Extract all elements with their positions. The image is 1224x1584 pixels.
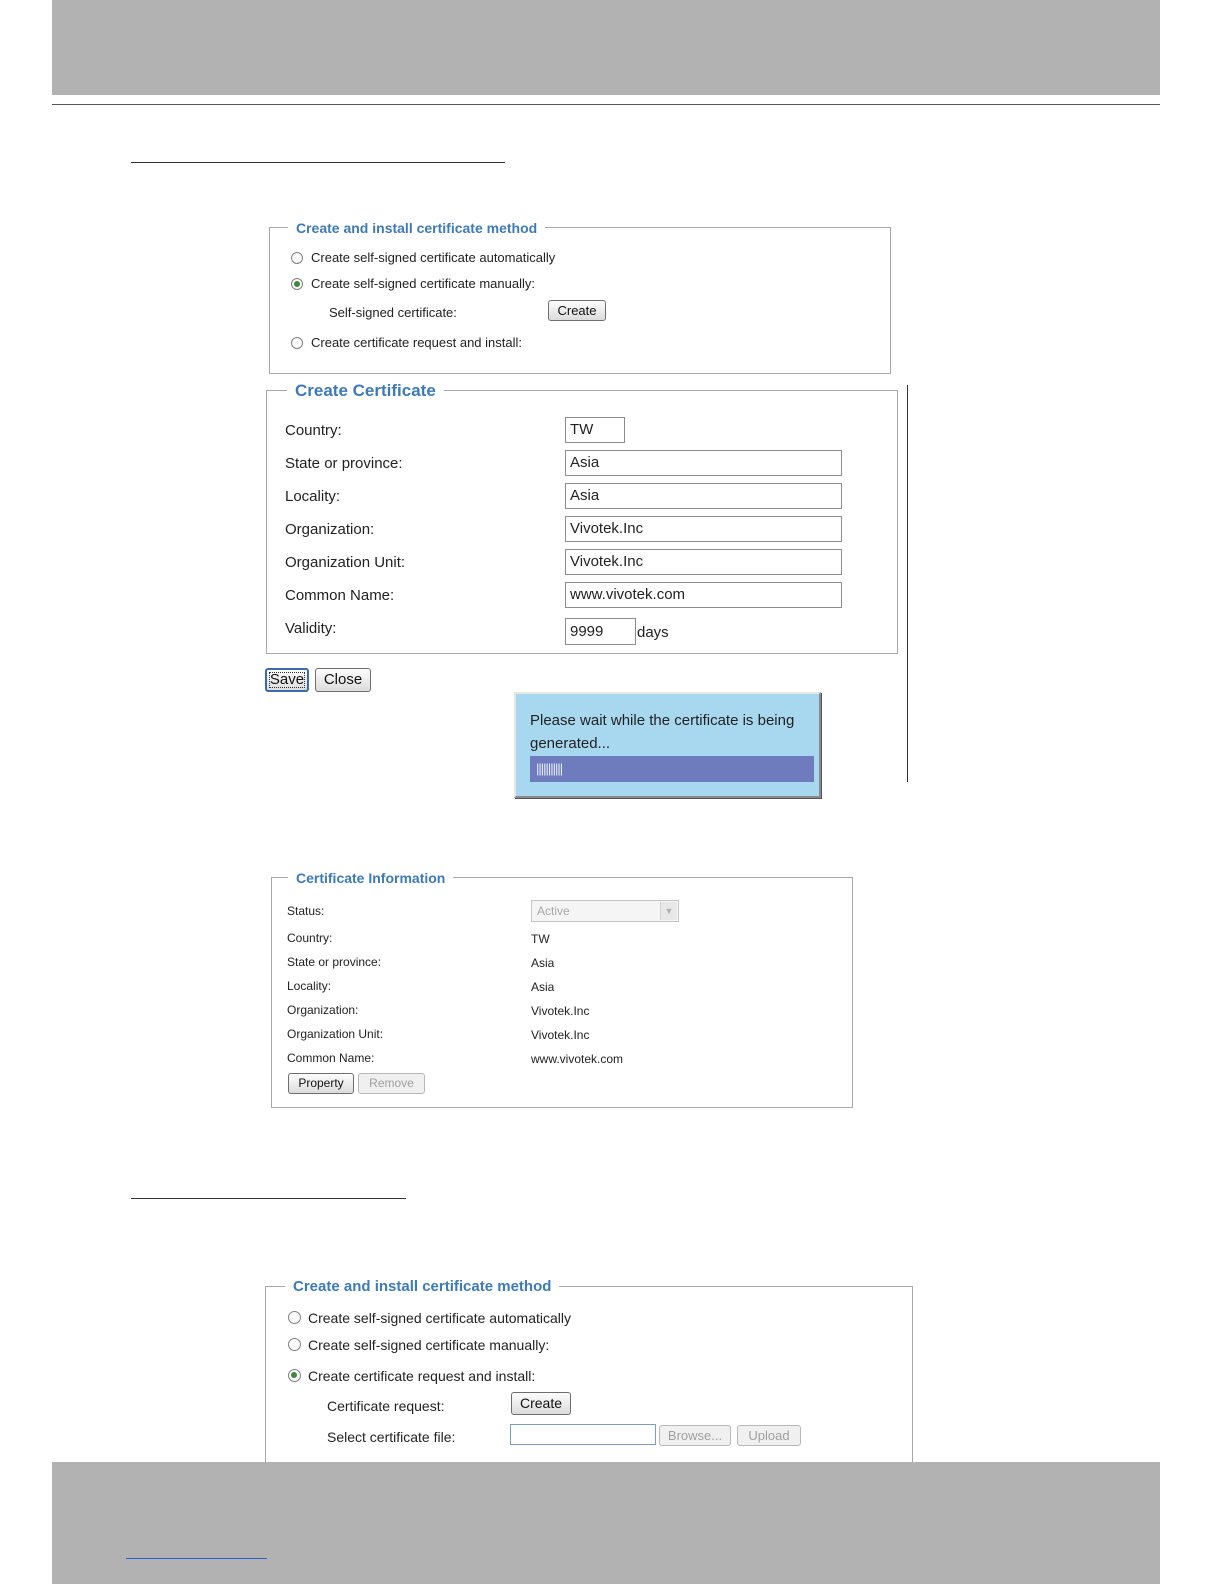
organization-label: Organization: [285, 521, 375, 538]
country-label: Country: [285, 422, 342, 439]
info-organization-label: Organization: [287, 1003, 359, 1017]
header-band [52, 0, 1160, 95]
progress-message: Please wait while the certificate is being generated... [530, 712, 795, 752]
validity-unit: days [637, 624, 669, 641]
vertical-rule [907, 385, 908, 782]
progress-bar-ticks: ||||||||||| [536, 761, 563, 776]
info-common-name-label: Common Name: [287, 1051, 375, 1065]
close-button[interactable]: Close [315, 668, 371, 692]
option2-self-signed-auto-label: Create self-signed certificate automatically [308, 1310, 572, 1326]
info-state-value: Asia [531, 956, 555, 970]
state-input[interactable]: Asia [565, 450, 842, 476]
organization-unit-input[interactable]: Vivotek.Inc [565, 549, 842, 575]
progress-dialog [514, 692, 821, 798]
self-signed-cert-label: Self-signed certificate: [329, 305, 457, 320]
section-heading-rule-2 [131, 1198, 406, 1199]
option-self-signed-auto-label: Create self-signed certificate automatically [311, 250, 556, 265]
radio2-self-signed-auto[interactable] [288, 1311, 301, 1324]
info-organization-value: Vivotek.Inc [531, 1004, 590, 1018]
locality-label: Locality: [285, 488, 341, 505]
validity-input[interactable]: 9999 [565, 618, 636, 645]
common-name-label: Common Name: [285, 587, 395, 604]
upload-button[interactable]: Upload [737, 1425, 801, 1446]
info-organization-unit-value: Vivotek.Inc [531, 1028, 590, 1042]
create-certificate-legend: Create Certificate [287, 381, 444, 401]
progress-bar [530, 756, 814, 782]
cert-file-input[interactable] [510, 1424, 656, 1445]
cert-request-label: Certificate request: [327, 1398, 445, 1414]
country-input[interactable]: TW [565, 417, 625, 443]
option2-cert-request-label: Create certificate request and install: [308, 1368, 536, 1384]
footer-link-underline [126, 1558, 267, 1559]
create-request-button[interactable]: Create [511, 1392, 571, 1415]
property-button[interactable]: Property [288, 1073, 354, 1094]
organization-unit-label: Organization Unit: [285, 554, 406, 571]
validity-label: Validity: [285, 620, 337, 637]
browse-button[interactable]: Browse... [659, 1425, 731, 1446]
radio-cert-request[interactable] [291, 337, 303, 349]
header-rule [52, 104, 1160, 105]
certificate-information-legend: Certificate Information [288, 870, 453, 886]
info-common-name-value: www.vivotek.com [531, 1052, 624, 1066]
info-locality-label: Locality: [287, 979, 332, 993]
state-label: State or province: [285, 455, 403, 472]
chevron-down-icon: ▼ [660, 902, 677, 920]
status-label: Status: [287, 904, 325, 918]
locality-input[interactable]: Asia [565, 483, 842, 509]
info-state-label: State or province: [287, 955, 382, 969]
create-self-signed-button[interactable]: Create [548, 300, 606, 321]
status-select-value: Active [537, 904, 570, 918]
option2-self-signed-manual-label: Create self-signed certificate manually: [308, 1337, 550, 1353]
radio-self-signed-auto[interactable] [291, 252, 303, 264]
radio2-cert-request[interactable] [288, 1369, 301, 1382]
save-button[interactable]: Save [265, 668, 309, 692]
section-heading-rule-1 [131, 162, 505, 163]
select-cert-file-label: Select certificate file: [327, 1429, 456, 1445]
install-method-legend: Create and install certificate method [288, 220, 545, 236]
install-method-legend-2: Create and install certificate method [285, 1278, 559, 1295]
common-name-input[interactable]: www.vivotek.com [565, 582, 842, 608]
info-organization-unit-label: Organization Unit: [287, 1027, 384, 1041]
option-cert-request-label: Create certificate request and install: [311, 335, 522, 350]
radio-self-signed-manual[interactable] [291, 278, 303, 290]
option-self-signed-manual-label: Create self-signed certificate manually: [311, 276, 535, 291]
footer-band [52, 1462, 1160, 1584]
info-locality-value: Asia [531, 980, 555, 994]
info-country-value: TW [531, 932, 550, 946]
info-country-label: Country: [287, 931, 333, 945]
remove-button[interactable]: Remove [358, 1073, 425, 1094]
status-select [531, 900, 679, 922]
radio2-self-signed-manual[interactable] [288, 1338, 301, 1351]
organization-input[interactable]: Vivotek.Inc [565, 516, 842, 542]
